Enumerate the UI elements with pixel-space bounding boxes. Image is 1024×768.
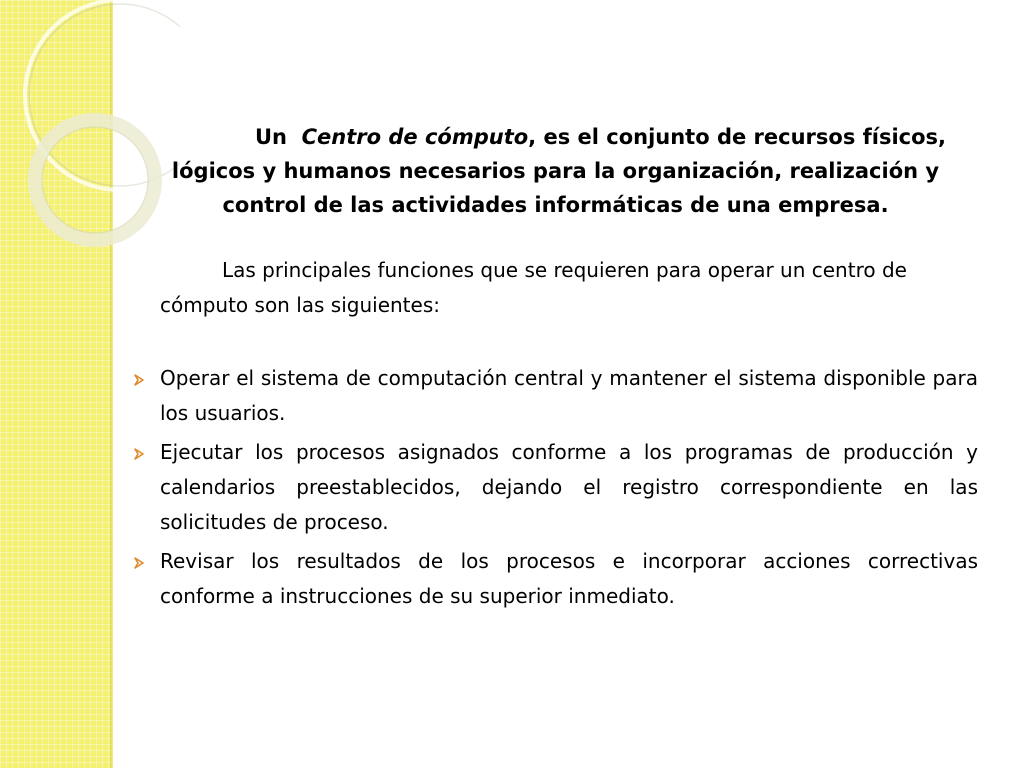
intro-lead: Un xyxy=(254,125,287,149)
list-item-text: Ejecutar los procesos asignados conforme a los programas de producción y calendarios preestablecidos, dejando el registro correspondiente en las solicitudes de proceso. xyxy=(160,440,978,534)
functions-intro-text: Las principales funciones que se requieren para operar un centro de cómputo son las siguientes: xyxy=(160,258,907,317)
intro-paragraph xyxy=(133,120,978,222)
intro-rest: , es el conjunto de recursos físicos, lógicos y humanos necesarios para la organización, realización y control de las actividades informáticas de una empresa. xyxy=(171,125,947,217)
arrow-bullet-icon xyxy=(133,448,145,460)
list-item xyxy=(133,361,978,431)
list-item xyxy=(133,435,978,540)
functions-list xyxy=(133,361,978,614)
list-item-text: Revisar los resultados de los procesos e incorporar acciones correctivas conforme a instrucciones de su superior inmediato. xyxy=(160,549,978,608)
list-item-text: Operar el sistema de computación central y mantener el sistema disponible para los usuarios. xyxy=(160,366,978,425)
intro-term: Centro de cómputo xyxy=(301,125,529,149)
list-item xyxy=(133,544,978,614)
arrow-bullet-icon xyxy=(133,374,145,386)
slide-content xyxy=(133,120,978,618)
functions-intro-paragraph xyxy=(160,253,978,323)
arrow-bullet-icon xyxy=(133,557,145,569)
